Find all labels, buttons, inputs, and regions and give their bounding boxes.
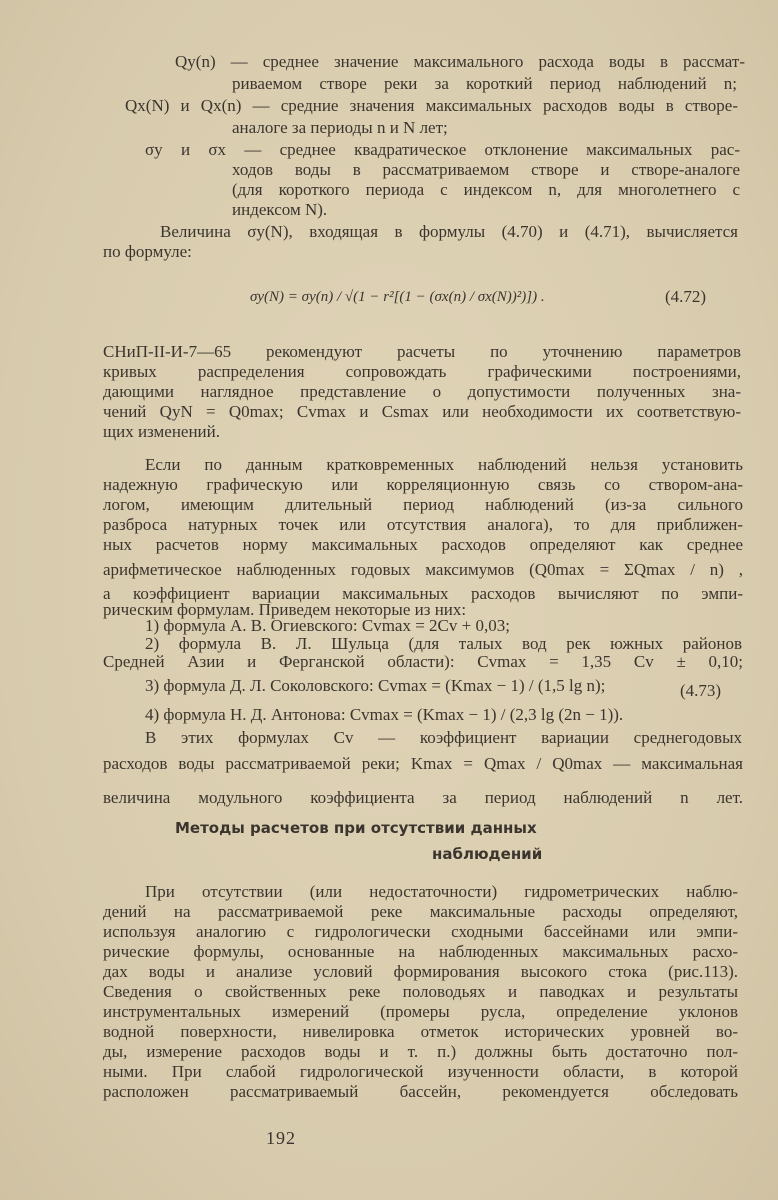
text-line: расходов воды рассматриваемой реки; Kmax = Qmax / Q0max — максимальная bbox=[103, 754, 743, 773]
text-line: а коэффициент вариации максимальных расходов вычисляют по эмпи- bbox=[103, 584, 743, 603]
text-line: арифметическое наблюденных годовых максимумов (Q0max = ΣQmax / n) , bbox=[103, 560, 743, 579]
section-heading-line-2: наблюдений bbox=[432, 845, 543, 863]
text-line: В этих формулах Cv — коэффициент вариации среднегодовых bbox=[145, 728, 742, 747]
text-line: Qy(n) — среднее значение максимального расхода воды в рассмат- bbox=[175, 52, 745, 71]
text-line: ды, измерение расходов воды и т. п.) должны быть достаточно пол- bbox=[103, 1042, 738, 1061]
section-heading-line-1: Методы расчетов при отсутствии данных bbox=[175, 819, 537, 837]
text-line: расположен рассматриваемый бассейн, рекомендуется обследовать bbox=[103, 1082, 738, 1101]
text-line: щих изменений. bbox=[103, 422, 220, 441]
text-line: кривых распределения сопровождать графическими построениями, bbox=[103, 362, 741, 381]
text-line: 4) формула Н. Д. Антонова: Cvmax = (Kmax − 1) / (2,3 lg (2n − 1)). bbox=[145, 705, 624, 724]
text-line: аналоге за периоды n и N лет; bbox=[232, 118, 448, 137]
text-line: 1) формула А. В. Огиевского: Cvmax = 2Cv + 0,03; bbox=[145, 616, 510, 635]
text-line: СНиП-II-И-7—65 рекомендуют расчеты по уточнению параметров bbox=[103, 342, 741, 361]
text-line: надежную графическую или корреляционную связь со створом-ана- bbox=[103, 475, 743, 494]
text-line: индексом N). bbox=[232, 200, 328, 219]
text-line: (для короткого периода с индексом n, для многолетнего с bbox=[232, 180, 740, 199]
text-line: риваемом створе реки за короткий период наблюдений n; bbox=[232, 74, 737, 93]
equation-number-4-72: (4.72) bbox=[665, 287, 707, 306]
text-line: Qx(N) и Qx(n) — средние значения максимальных расходов воды в створе- bbox=[125, 96, 738, 115]
text-line: чений QyN = Q0max; Cvmax и Csmax или необходимости их соответствую- bbox=[103, 402, 741, 421]
text-line: водной поверхности, нивелировка отметок исторических уровней во- bbox=[103, 1022, 738, 1041]
text-line: логом, имеющим длительный период наблюдений (из-за сильного bbox=[103, 495, 743, 514]
text-line: При отсутствии (или недостаточности) гидрометрических наблю- bbox=[145, 882, 738, 901]
formula-4-72: σy(N) = σy(n) / √(1 − r²[(1 − (σx(n) / σx(N))²)]) . bbox=[250, 289, 545, 305]
text-line: используя аналогию с гидрологически сходными бассейнами или эмпи- bbox=[103, 922, 738, 941]
text-line: ных расчетов норму максимальных расходов определяют как среднее bbox=[103, 535, 743, 554]
text-line: 2) формула В. Л. Шульца (для талых вод рек южных районов bbox=[145, 634, 742, 653]
text-line: Сведения о свойственных реке половодьях и паводках и результаты bbox=[103, 982, 738, 1001]
text-line: ными. При слабой гидрологической изученности области, в которой bbox=[103, 1062, 738, 1081]
text-line: 3) формула Д. Л. Соколовского: Cvmax = (Kmax − 1) / (1,5 lg n); bbox=[145, 676, 606, 695]
text-line: ходов воды в рассматриваемом створе и створе-аналоге bbox=[232, 160, 740, 179]
text-line: разброса натурных точек или отсутствия аналога), то для приближен- bbox=[103, 515, 743, 534]
text-line: Если по данным кратковременных наблюдений нельзя установить bbox=[145, 455, 743, 474]
equation-number-4-73: (4.73) bbox=[680, 681, 722, 700]
page-number: 192 bbox=[266, 1128, 296, 1148]
text-line: рическим формулам. Приведем некоторые из них: bbox=[103, 600, 467, 619]
text-line: дающими наглядное представление о допустимости полученных зна- bbox=[103, 382, 741, 401]
text-line: рические формулы, основанные на наблюденных максимальных расхо- bbox=[103, 942, 738, 961]
text-line: инструментальных измерений (промеры русла, определение уклонов bbox=[103, 1002, 738, 1021]
text-line: дений на рассматриваемой реке максимальные расходы определяют, bbox=[103, 902, 738, 921]
text-line: дах воды и анализе условий формирования высокого стока (рис.113). bbox=[103, 962, 738, 981]
text-line: по формуле: bbox=[103, 242, 192, 261]
text-line: Величина σy(N), входящая в формулы (4.70) и (4.71), вычисляется bbox=[160, 222, 738, 241]
text-line: величина модульного коэффициента за период наблюдений n лет. bbox=[103, 788, 743, 807]
text-line: σy и σx — среднее квадратическое отклонение максимальных рас- bbox=[145, 140, 740, 159]
text-line: Средней Азии и Ферганской области): Cvmax = 1,35 Cv ± 0,10; bbox=[103, 652, 743, 671]
